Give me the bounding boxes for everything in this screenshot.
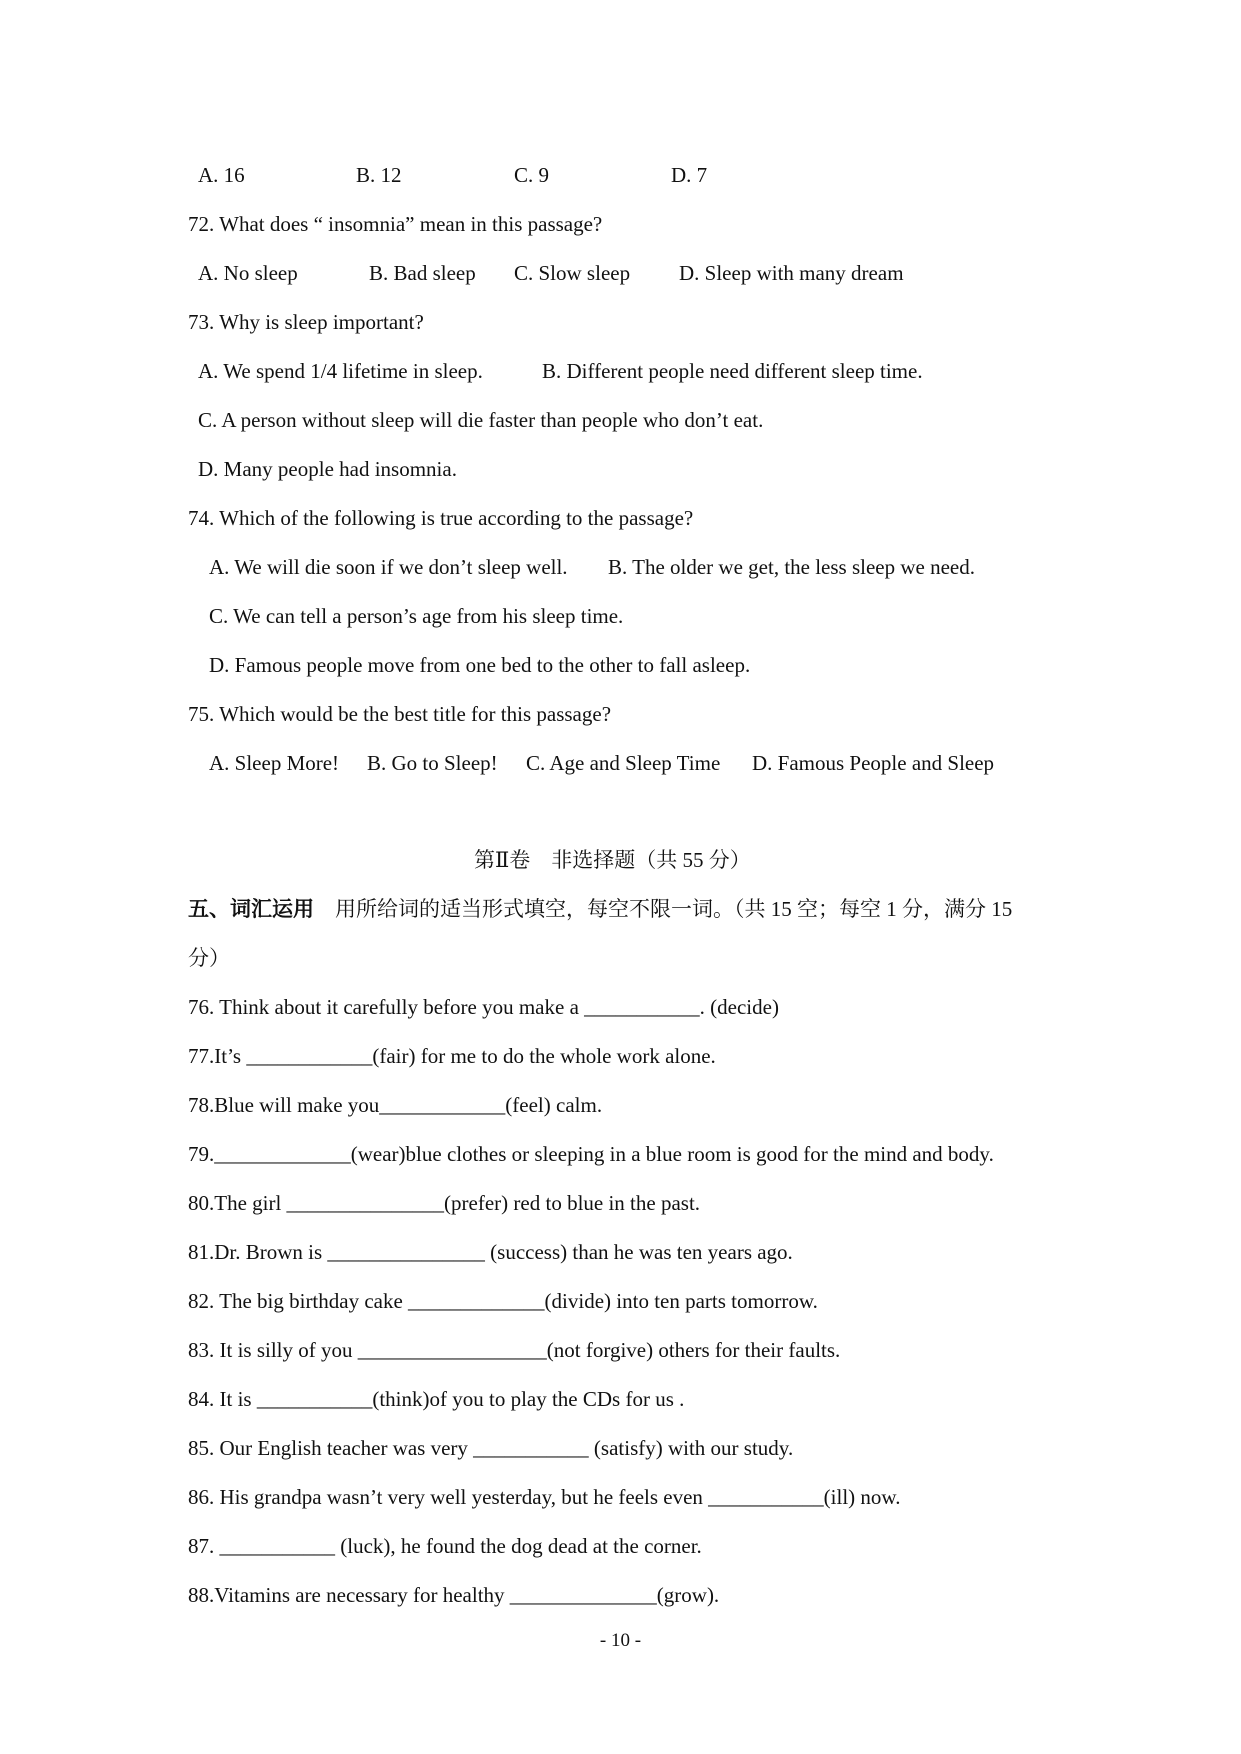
q71-option-b: B. 12 — [356, 163, 402, 187]
item-79: 79._____________(wear)blue clothes or sleeping in a blue room is good for the mind and body. — [188, 1142, 994, 1166]
item-86: 86. His grandpa wasn’t very well yesterday, but he feels even ___________(ill) now. — [188, 1485, 901, 1509]
q72-option-d: D. Sleep with many dream — [679, 261, 904, 285]
part2-title: 第Ⅱ卷 非选择题（共 55 分） — [474, 848, 751, 872]
q73-stem: 73. Why is sleep important? — [188, 310, 424, 334]
q75-option-b: B. Go to Sleep! — [367, 751, 498, 775]
item-83: 83. It is silly of you __________________(not forgive) others for their faults. — [188, 1338, 841, 1362]
q72-option-c: C. Slow sleep — [514, 261, 631, 285]
section5-instruction-cont: 分） — [188, 946, 230, 970]
q72-option-a: A. No sleep — [198, 261, 298, 285]
item-84: 84. It is ___________(think)of you to play the CDs for us . — [188, 1387, 685, 1411]
q74-option-a: A. We will die soon if we don’t sleep well. — [209, 555, 568, 579]
item-81: 81.Dr. Brown is _______________ (success) than he was ten years ago. — [188, 1240, 793, 1264]
q74-option-d: D. Famous people move from one bed to the other to fall asleep. — [209, 653, 751, 677]
q71-option-a: A. 16 — [198, 163, 245, 187]
q72-stem: 72. What does “ insomnia” mean in this passage? — [188, 212, 603, 236]
q75-option-d: D. Famous People and Sleep — [752, 751, 995, 775]
item-80: 80.The girl _______________(prefer) red to blue in the past. — [188, 1191, 701, 1215]
section5-header — [188, 895, 1012, 923]
item-87: 87. ___________ (luck), he found the dog dead at the corner. — [188, 1534, 702, 1558]
q75-option-a: A. Sleep More! — [209, 751, 340, 775]
section5-heading: 五、词汇运用 — [188, 897, 314, 921]
section5-instruction: 用所给词的适当形式填空，每空不限一词。（共 15 空；每空 1 分，满分 15 — [335, 897, 1013, 921]
q73-option-c: C. A person without sleep will die faster than people who don’t eat. — [198, 408, 764, 432]
q73-option-a: A. We spend 1/4 lifetime in sleep. — [198, 359, 483, 383]
item-77: 77.It’s ____________(fair) for me to do the whole work alone. — [188, 1044, 716, 1068]
q75-stem: 75. Which would be the best title for this passage? — [188, 702, 612, 726]
item-78: 78.Blue will make you____________(feel) calm. — [188, 1093, 603, 1117]
q72-option-b: B. Bad sleep — [369, 261, 476, 285]
item-88: 88.Vitamins are necessary for healthy ______________(grow). — [188, 1583, 720, 1607]
q71-option-d: D. 7 — [671, 163, 708, 187]
q73-option-d: D. Many people had insomnia. — [198, 457, 457, 481]
q75-option-c: C. Age and Sleep Time — [526, 751, 721, 775]
q73-option-b: B. Different people need different sleep time. — [542, 359, 923, 383]
q71-option-c: C. 9 — [514, 163, 550, 187]
item-85: 85. Our English teacher was very ___________ (satisfy) with our study. — [188, 1436, 794, 1460]
q74-option-c: C. We can tell a person’s age from his sleep time. — [209, 604, 624, 628]
item-82: 82. The big birthday cake _____________(divide) into ten parts tomorrow. — [188, 1289, 818, 1313]
q74-option-b: B. The older we get, the less sleep we need. — [608, 555, 975, 579]
item-76: 76. Think about it carefully before you make a ___________. (decide) — [188, 995, 779, 1019]
q74-stem: 74. Which of the following is true according to the passage? — [188, 506, 694, 530]
page-number: - 10 - — [599, 1630, 642, 1651]
